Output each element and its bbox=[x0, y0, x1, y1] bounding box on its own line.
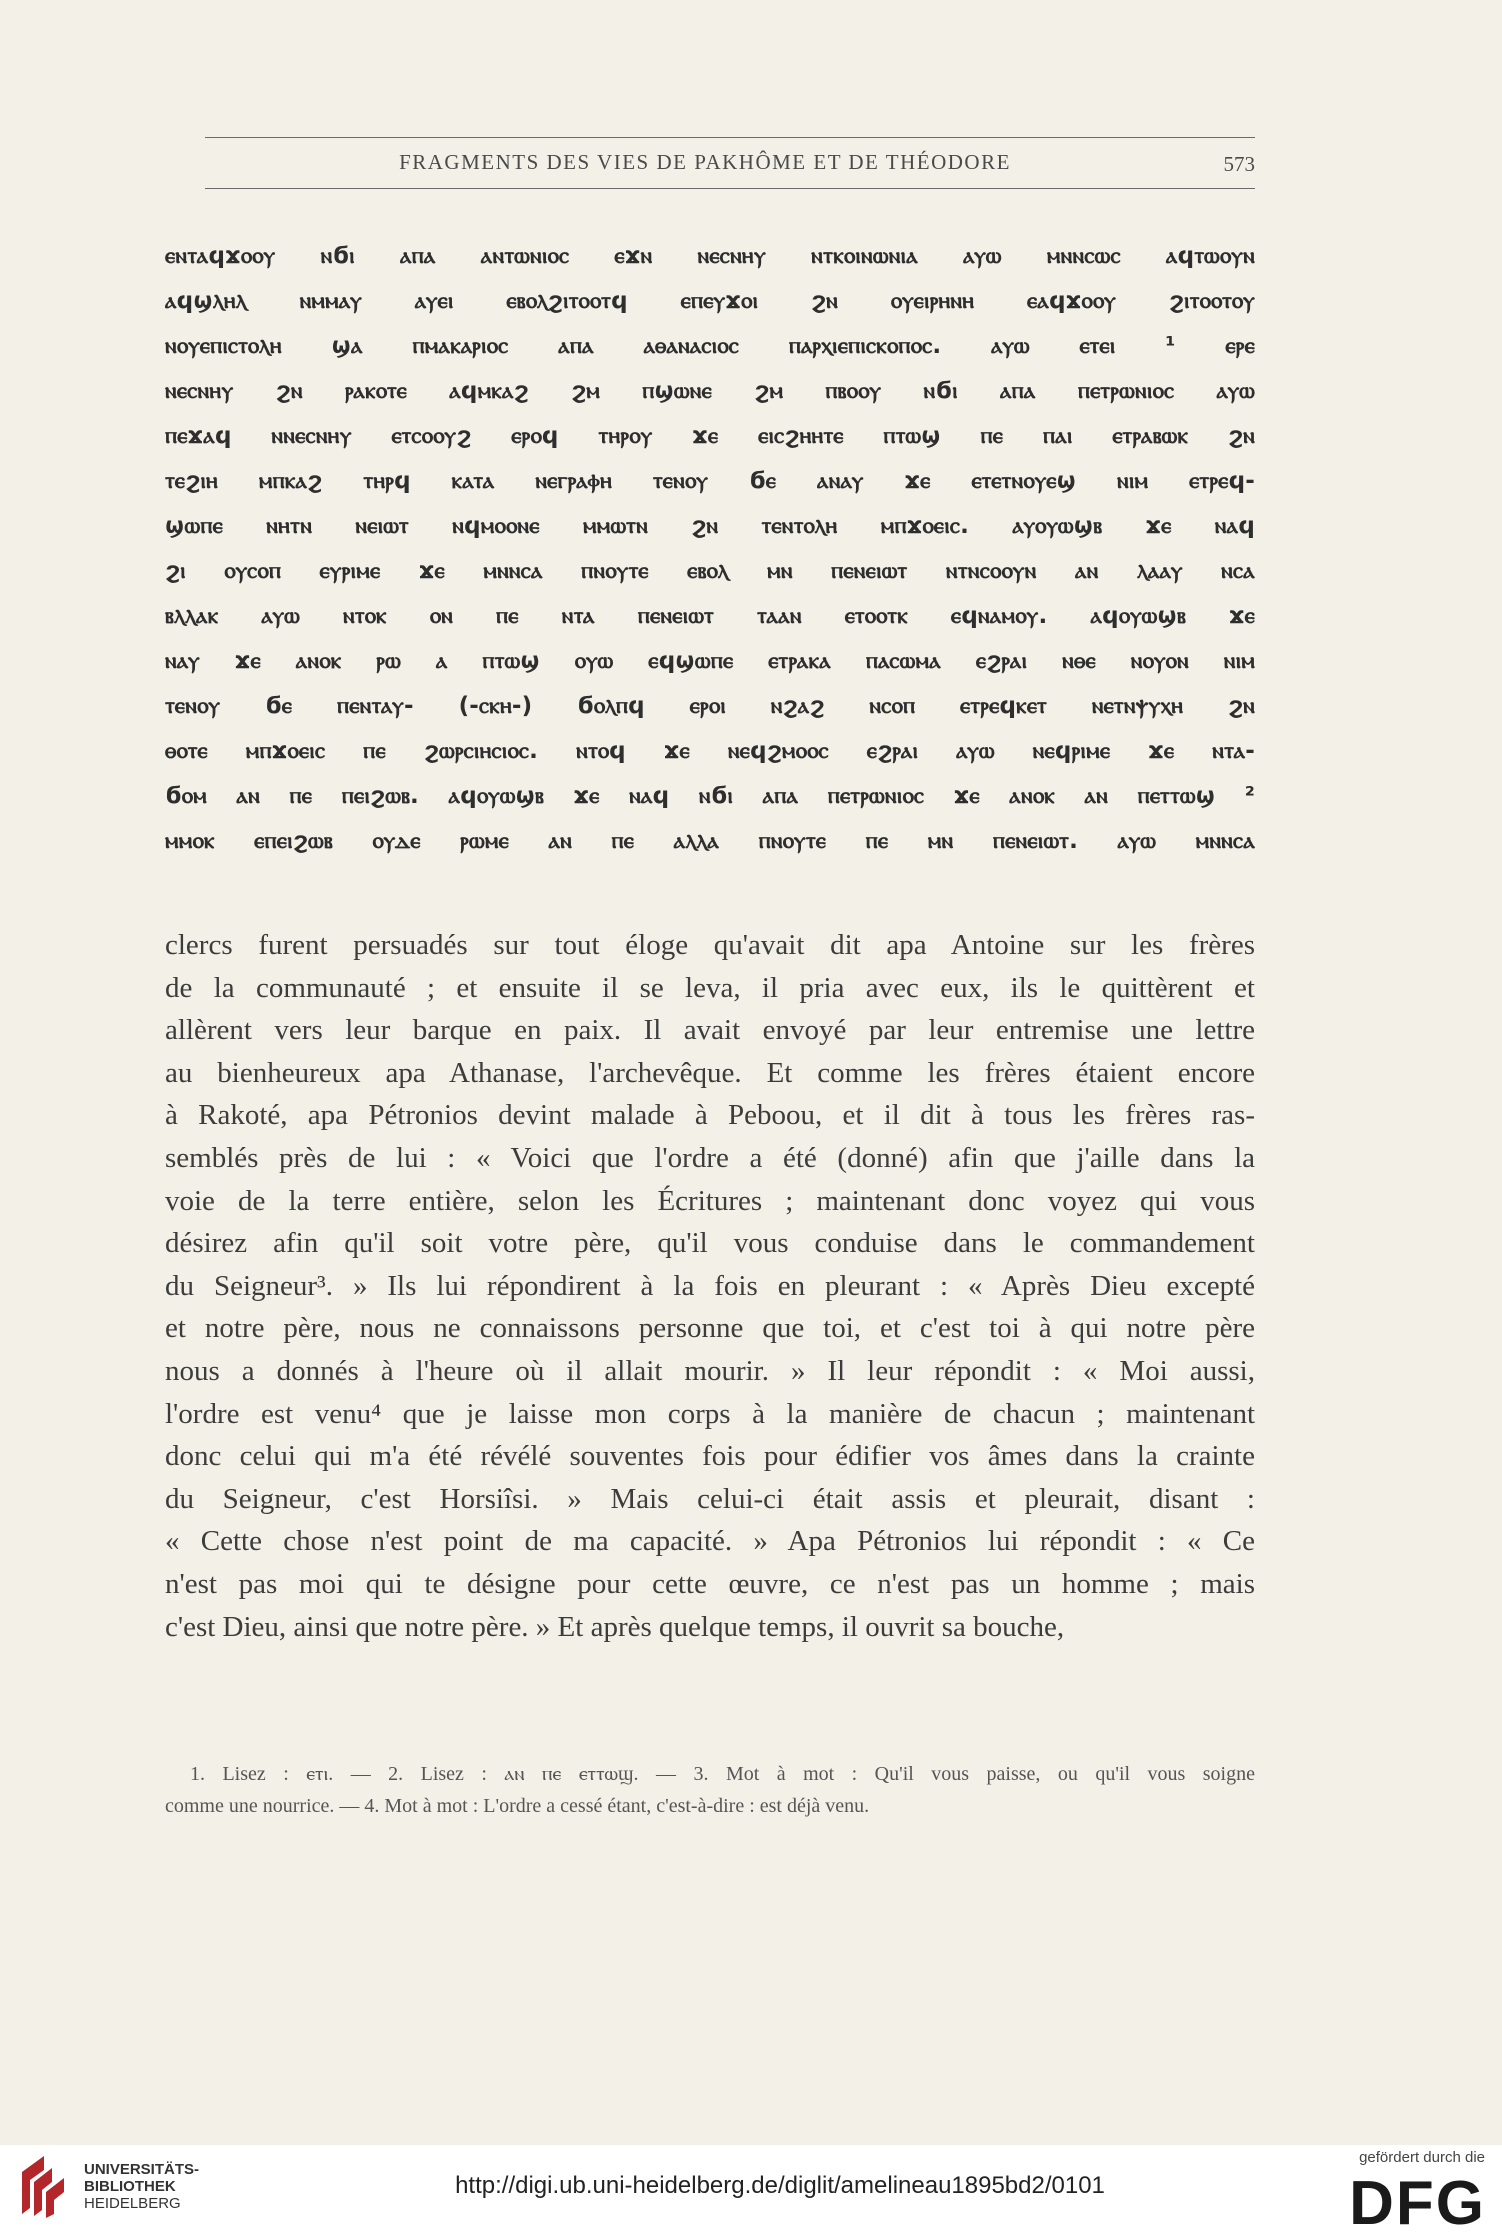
french-line: semblés près de lui : « Voici que l'ordre a été (donné) afin que j'aille dans la bbox=[165, 1141, 1255, 1174]
page-number: 573 bbox=[1223, 152, 1255, 176]
french-line: n'est pas moi qui te désigne pour cette œuvre, ce n'est pas un homme ; mais bbox=[165, 1567, 1255, 1600]
footnotes bbox=[165, 1758, 1255, 1822]
french-line: nous a donnés à l'heure où il allait mourir. » Il leur répondit : « Moi aussi, bbox=[165, 1354, 1255, 1387]
coptic-line: ⲛⲁⲩ ϫⲉ ⲁⲛⲟⲕ ⲣⲱ ⲁ ⲡⲧⲱϣ ⲟⲩⲱ ⲉϥϣⲱⲡⲉ ⲉⲧⲣⲁⲕⲁ ⲡⲁⲥⲱⲙⲁ ⲉϩⲣⲁⲓ ⲛⲑⲉ ⲛⲟⲩⲟⲛ ⲛⲓⲙ bbox=[165, 648, 1255, 674]
french-line: donc celui qui m'a été révélé souventes fois pour édifier vos âmes dans la crainte bbox=[165, 1440, 1255, 1473]
library-name-line3: HEIDELBERG bbox=[84, 2195, 181, 2212]
french-line: et notre père, nous ne connaissons personne que toi, et c'est toi à qui notre père bbox=[165, 1312, 1255, 1345]
library-name bbox=[84, 2161, 199, 2212]
running-title: FRAGMENTS DES VIES DE PAKHÔME ET DE THÉODORE bbox=[399, 150, 1011, 174]
french-line: de la communauté ; et ensuite il se leva, il pria avec eux, ils le quittèrent et bbox=[165, 971, 1255, 1004]
funded-by-label: gefördert durch die bbox=[1359, 2149, 1485, 2166]
french-line: désirez afin qu'il soit votre père, qu'il vous conduise dans le commandement bbox=[165, 1227, 1255, 1260]
coptic-line: ⲁϥϣⲗⲏⲗ ⲛⲙⲙⲁⲩ ⲁⲩⲉⲓ ⲉⲃⲟⲗϩⲓⲧⲟⲟⲧϥ ⲉⲡⲉⲩϫⲟⲓ ϩⲛ ⲟⲩⲉⲓⲣⲏⲛⲏ ⲉⲁϥϫⲟⲟⲩ ϩⲓⲧⲟⲟⲧⲟⲩ bbox=[165, 288, 1255, 314]
library-name-line1: UNIVERSITÄTS- bbox=[84, 2161, 200, 2178]
french-line: du Seigneur³. » Ils lui répondirent à la fois en pleurant : « Après Dieu excepté bbox=[165, 1269, 1255, 1302]
header-rule-bottom bbox=[205, 188, 1255, 189]
coptic-line: ⲡⲉϫⲁϥ ⲛⲛⲉⲥⲛⲏⲩ ⲉⲧⲥⲟⲟⲩϩ ⲉⲣⲟϥ ⲧⲏⲣⲟⲩ ϫⲉ ⲉⲓⲥϩⲏⲏⲧⲉ ⲡⲧⲱϣ ⲡⲉ ⲡⲁⲓ ⲉⲧⲣⲁⲃⲱⲕ ϩⲛ bbox=[165, 423, 1255, 449]
footnote-line: 1. Lisez : ⲉⲧⲓ. — 2. Lisez : ⲁⲛ ⲡⲉ ⲉⲧⲧⲱϣ. — 3. Mot à mot : Qu'il vous paisse, ou qu'il vous soigne bbox=[190, 1763, 1255, 1785]
coptic-line: ⲛⲟⲩⲉⲡⲓⲥⲧⲟⲗⲏ ϣⲁ ⲡⲙⲁⲕⲁⲣⲓⲟⲥ ⲁⲡⲁ ⲁⲑⲁⲛⲁⲥⲓⲟⲥ ⲡⲁⲣⲭⲓⲉⲡⲓⲥⲕⲟⲡⲟⲥ. ⲁⲩⲱ ⲉⲧⲉⲓ ¹ ⲉⲣⲉ bbox=[165, 333, 1255, 359]
french-translation-block bbox=[165, 924, 1255, 1648]
coptic-line: ϩⲓ ⲟⲩⲥⲟⲡ ⲉⲩⲣⲓⲙⲉ ϫⲉ ⲙⲛⲛⲥⲁ ⲡⲛⲟⲩⲧⲉ ⲉⲃⲟⲗ ⲙⲛ ⲡⲉⲛⲉⲓⲱⲧ ⲛⲧⲛⲥⲟⲟⲩⲛ ⲁⲛ ⲗⲁⲁⲩ ⲛⲥⲁ bbox=[165, 558, 1255, 584]
french-line: au bienheureux apa Athanase, l'archevêque. Et comme les frères étaient encore bbox=[165, 1056, 1255, 1089]
coptic-line: ⲛⲉⲥⲛⲏⲩ ϩⲛ ⲣⲁⲕⲟⲧⲉ ⲁϥⲙⲕⲁϩ ϩⲙ ⲡϣⲱⲛⲉ ϩⲙ ⲡⲃⲟⲟⲩ ⲛϭⲓ ⲁⲡⲁ ⲡⲉⲧⲣⲱⲛⲓⲟⲥ ⲁⲩⲱ bbox=[165, 378, 1255, 404]
french-line: l'ordre est venu⁴ que je laisse mon corps à la manière de chacun ; maintenant bbox=[165, 1397, 1255, 1430]
french-line: voie de la terre entière, selon les Écritures ; maintenant donc voyez qui vous bbox=[165, 1184, 1255, 1217]
french-line: à Rakoté, apa Pétronios devint malade à Peboou, et il dit à tous les frères ras- bbox=[165, 1099, 1255, 1132]
coptic-text-block bbox=[165, 234, 1255, 864]
coptic-line: ϣⲱⲡⲉ ⲛⲏⲧⲛ ⲛⲉⲓⲱⲧ ⲛϥⲙⲟⲟⲛⲉ ⲙⲙⲱⲧⲛ ϩⲛ ⲧⲉⲛⲧⲟⲗⲏ ⲙⲡϫⲟⲉⲓⲥ. ⲁⲩⲟⲩⲱϣⲃ ϫⲉ ⲛⲁϥ bbox=[165, 513, 1255, 539]
coptic-line: ⲑⲟⲧⲉ ⲙⲡϫⲟⲉⲓⲥ ⲡⲉ ϩⲱⲣⲥⲓⲏⲥⲓⲟⲥ. ⲛⲧⲟϥ ϫⲉ ⲛⲉϥϩⲙⲟⲟⲥ ⲉϩⲣⲁⲓ ⲁⲩⲱ ⲛⲉϥⲣⲓⲙⲉ ϫⲉ ⲛⲧⲁ- bbox=[165, 738, 1255, 764]
coptic-line: ⲧⲉϩⲓⲏ ⲙⲡⲕⲁϩ ⲧⲏⲣϥ ⲕⲁⲧⲁ ⲛⲉⲅⲣⲁⲫⲏ ⲧⲉⲛⲟⲩ ϭⲉ ⲁⲛⲁⲩ ϫⲉ ⲉⲧⲉⲧⲛⲟⲩⲉϣ ⲛⲓⲙ ⲉⲧⲣⲉϥ- bbox=[165, 468, 1255, 494]
french-line: du Seigneur, c'est Horsiîsi. » Mais celui-ci était assis et pleurait, disant : bbox=[165, 1482, 1255, 1515]
header-rule-top bbox=[205, 137, 1255, 138]
coptic-line: ⲉⲛⲧⲁϥϫⲟⲟⲩ ⲛϭⲓ ⲁⲡⲁ ⲁⲛⲧⲱⲛⲓⲟⲥ ⲉϫⲛ ⲛⲉⲥⲛⲏⲩ ⲛⲧⲕⲟⲓⲛⲱⲛⲓⲁ ⲁⲩⲱ ⲙⲛⲛⲥⲱⲥ ⲁϥⲧⲱⲟⲩⲛ bbox=[165, 243, 1255, 269]
library-logo-icon bbox=[18, 2152, 68, 2218]
source-url-link[interactable]: http://digi.ub.uni-heidelberg.de/diglit/amelineau1895bd2/0101 bbox=[455, 2172, 1105, 2199]
coptic-line: ⲧⲉⲛⲟⲩ ϭⲉ ⲡⲉⲛⲧⲁⲩ- (-ⲥⲕⲏ-) ϭⲟⲗⲡϥ ⲉⲣⲟⲓ ⲛϩⲁϩ ⲛⲥⲟⲡ ⲉⲧⲣⲉϥⲕⲉⲧ ⲛⲉⲧⲛⲯⲩⲭⲏ ϩⲛ bbox=[165, 693, 1255, 719]
coptic-line: ⲙⲙⲟⲕ ⲉⲡⲉⲓϩⲱⲃ ⲟⲩⲇⲉ ⲣⲱⲙⲉ ⲁⲛ ⲡⲉ ⲁⲗⲗⲁ ⲡⲛⲟⲩⲧⲉ ⲡⲉ ⲙⲛ ⲡⲉⲛⲉⲓⲱⲧ. ⲁⲩⲱ ⲙⲛⲛⲥⲁ bbox=[165, 828, 1255, 854]
french-line: clercs furent persuadés sur tout éloge qu'avait dit apa Antoine sur les frères bbox=[165, 929, 1255, 961]
french-line: allèrent vers leur barque en paix. Il avait envoyé par leur entremise une lettre bbox=[165, 1014, 1255, 1047]
coptic-line: ⲃⲗⲗⲁⲕ ⲁⲩⲱ ⲛⲧⲟⲕ ⲟⲛ ⲡⲉ ⲛⲧⲁ ⲡⲉⲛⲉⲓⲱⲧ ⲧⲁⲁⲛ ⲉⲧⲟⲟⲧⲕ ⲉϥⲛⲁⲙⲟⲩ. ⲁϥⲟⲩⲱϣⲃ ϫⲉ bbox=[165, 603, 1255, 629]
dfg-logo-icon bbox=[1338, 2170, 1488, 2230]
dfg-logo-text: DFG bbox=[1349, 2170, 1486, 2230]
coptic-line: ϭⲟⲙ ⲁⲛ ⲡⲉ ⲡⲉⲓϩⲱⲃ. ⲁϥⲟⲩⲱϣⲃ ϫⲉ ⲛⲁϥ ⲛϭⲓ ⲁⲡⲁ ⲡⲉⲧⲣⲱⲛⲓⲟⲥ ϫⲉ ⲁⲛⲟⲕ ⲁⲛ ⲡⲉⲧⲧⲱϣ ² bbox=[165, 783, 1255, 809]
french-line: c'est Dieu, ainsi que notre père. » Et après quelque temps, il ouvrit sa bouche, bbox=[165, 1610, 1065, 1643]
library-name-line2: BIBLIOTHEK bbox=[84, 2178, 176, 2195]
french-line: « Cette chose n'est point de ma capacité. » Apa Pétronios lui répondit : « Ce bbox=[165, 1525, 1255, 1558]
footnote-line: comme une nourrice. — 4. Mot à mot : L'ordre a cessé étant, c'est-à-dire : est déjà venu. bbox=[165, 1795, 870, 1817]
